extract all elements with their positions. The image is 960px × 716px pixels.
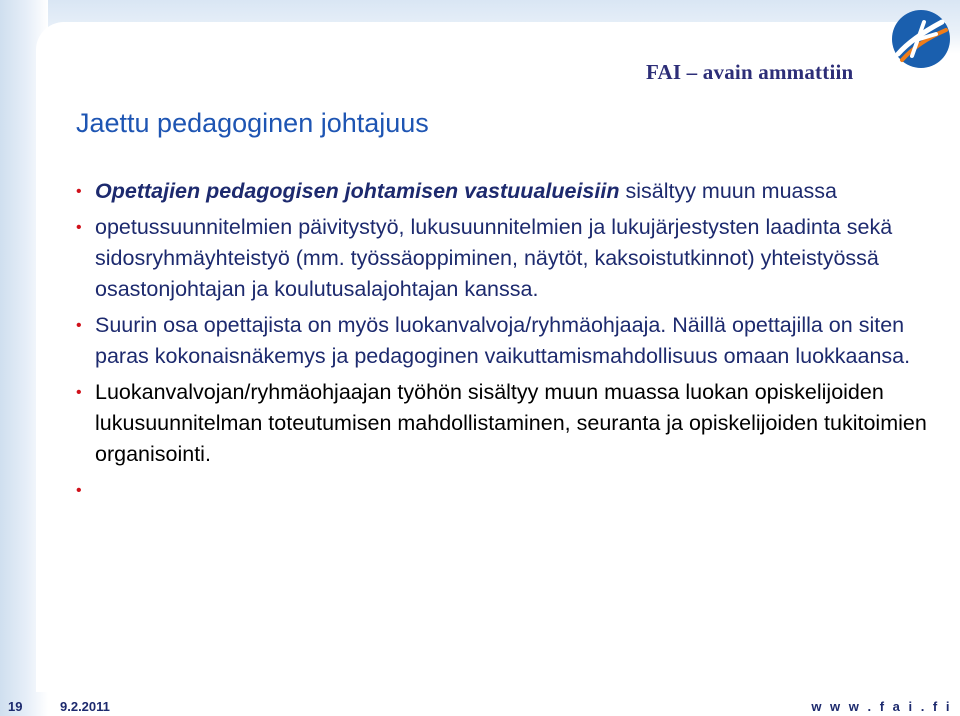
bullet-item-responsibilities	[76, 176, 936, 207]
bullet-marker-icon: •	[76, 384, 82, 401]
bullet-text: opetussuunnitelmien päivitystyö, lukusuunnitelmien ja lukujärjestysten laadinta sekä sidosryhmäyhteistyö (mm. työssäoppiminen, näytöt, kaksoistutkinnot) yhteistyössä osastonjohtajan ja koulutusalajohtajan kanssa.	[95, 215, 893, 301]
footer-date: 9.2.2011	[60, 699, 110, 714]
fai-logo-icon	[890, 8, 952, 70]
bullet-marker-icon: •	[76, 482, 82, 499]
bullet-item-class-supervisors	[76, 310, 936, 372]
bullet-marker-icon: •	[76, 219, 82, 236]
bullet-list	[76, 176, 936, 499]
page-title: Jaettu pedagoginen johtajuus	[76, 108, 429, 138]
bullet-text: Suurin osa opettajista on myös luokanvalvoja/ryhmäohjaaja. Näillä opettajilla on siten paras kokonaisnäkemys ja pedagoginen vaikuttamismahdollisuus omaan luokkaansa.	[95, 313, 911, 368]
bullet-emphasis: Opettajien pedagogisen johtamisen vastuualueisiin	[95, 179, 620, 203]
logo-text: FAI – avain ammattiin	[646, 60, 854, 84]
page-number: 19	[8, 699, 23, 714]
bullet-item-supervisor-work	[76, 377, 936, 470]
bullet-marker-icon: •	[76, 317, 82, 334]
footer-url: w w w . f a i . f i	[811, 699, 952, 714]
footer	[0, 694, 960, 716]
bullet-marker-icon: •	[76, 183, 82, 200]
bullet-text: Luokanvalvojan/ryhmäohjaajan työhön sisältyy muun muassa luokan opiskelijoiden lukusuunnitelman toteutumisen mahdollistaminen, seuranta ja opiskelijoiden tukitoimien organisointi.	[95, 380, 927, 466]
bullet-item-curriculum	[76, 212, 936, 305]
bullet-text: sisältyy muun muassa	[619, 179, 837, 203]
